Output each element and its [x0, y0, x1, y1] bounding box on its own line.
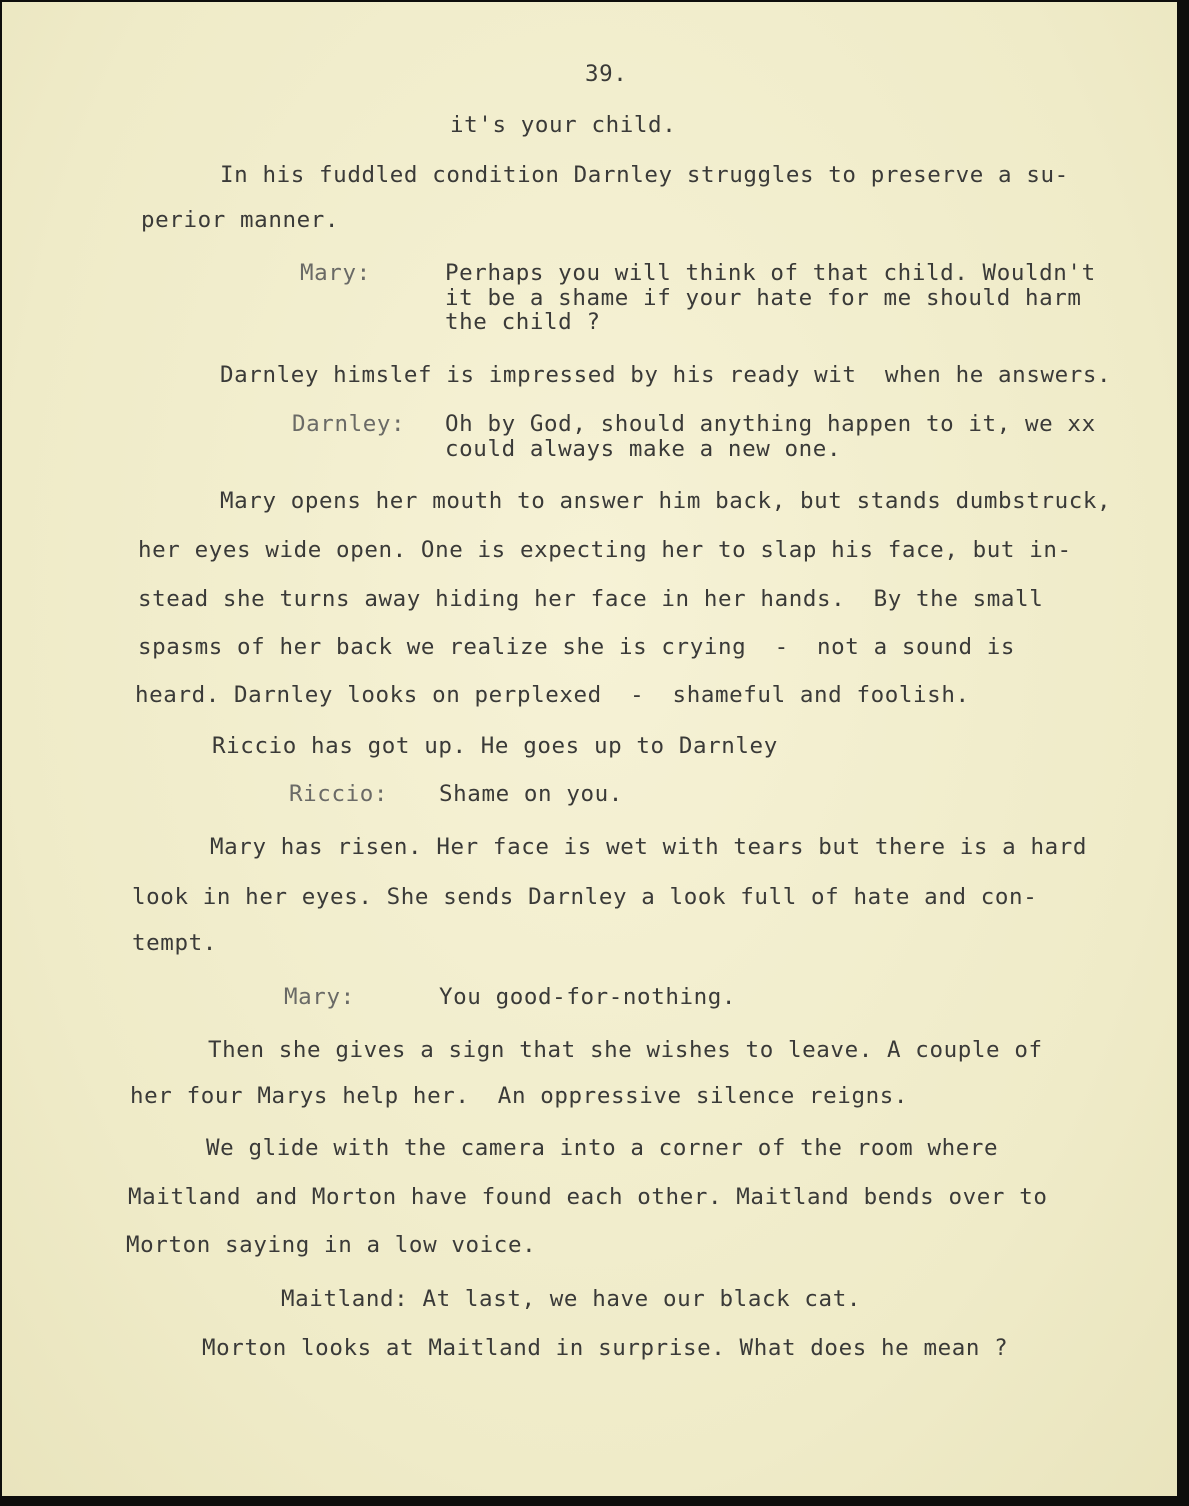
text-line: look in her eyes. She sends Darnley a look full of hate and con- [132, 884, 1038, 910]
text-line: spasms of her back we realize she is crying - not a sound is [138, 634, 1016, 660]
speaker-label: Mary: [300, 260, 371, 286]
dialogue-line: Shame on you. [439, 781, 623, 807]
text-line: In his fuddled condition Darnley struggles to preserve a su- [220, 162, 1069, 188]
dialogue-line: You good-for-nothing. [439, 984, 737, 1010]
text-line: perior manner. [141, 207, 340, 233]
speaker-label: Mary: [284, 984, 355, 1010]
text-line: it's your child. [450, 112, 677, 138]
text-line: her four Marys help her. An oppressive silence reigns. [130, 1083, 909, 1109]
typewritten-page [2, 2, 1177, 1496]
text-line: Morton looks at Maitland in surprise. What does he mean ? [202, 1335, 1009, 1361]
text-line: We glide with the camera into a corner of the room where [206, 1135, 999, 1161]
text-line: Morton saying in a low voice. [126, 1232, 537, 1258]
text-line: stead she turns away hiding her face in her hands. By the small [138, 586, 1044, 612]
dialogue-line: the child ? [445, 309, 601, 335]
speaker-label: Darnley: [292, 411, 406, 437]
text-line: heard. Darnley looks on perplexed - shameful and foolish. [135, 682, 970, 708]
dialogue-line: Oh by God, should anything happen to it, we xx [445, 411, 1096, 437]
text-line: Mary opens her mouth to answer him back, but stands dumbstruck, [220, 488, 1112, 514]
text-line: her eyes wide open. One is expecting her to slap his face, but in- [138, 537, 1072, 563]
text-line: Then she gives a sign that she wishes to leave. A couple of [208, 1037, 1043, 1063]
speaker-label: Riccio: [289, 781, 389, 807]
dialogue-line: could always make a new one. [445, 436, 842, 462]
text-line: tempt. [132, 930, 217, 956]
text-line: Maitland: At last, we have our black cat. [281, 1286, 861, 1312]
text-line: Maitland and Morton have found each other. Maitland bends over to [128, 1184, 1048, 1210]
page-number: 39. [585, 61, 628, 87]
text-line: Mary has risen. Her face is wet with tears but there is a hard [210, 834, 1088, 860]
dialogue-line: Perhaps you will think of that child. Wouldn't [445, 260, 1096, 286]
text-line: Darnley himslef is impressed by his ready wit when he answers. [220, 362, 1112, 388]
dialogue-line: it be a shame if your hate for me should harm [445, 285, 1082, 311]
text-line: Riccio has got up. He goes up to Darnley [212, 733, 778, 759]
